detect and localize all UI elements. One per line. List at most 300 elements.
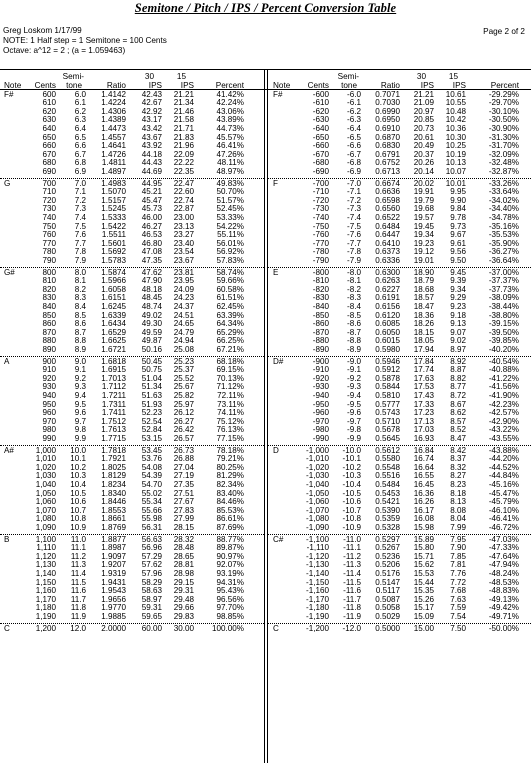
right-cell-cents: -750 (312, 221, 329, 231)
right-cell-semitone: -9.7 (347, 416, 361, 426)
right-cell-cents: -760 (312, 230, 329, 240)
left-cell-ratio: 1.7211 (101, 391, 126, 400)
left-cell-ips30: 50.45 (141, 356, 162, 366)
right-cell-ratio: 0.5710 (375, 416, 400, 426)
left-cell-ips15: 23.27 (173, 230, 194, 240)
right-cell-ips15: 10.01 (445, 178, 466, 188)
right-cell-semitone: -8.9 (347, 345, 361, 354)
left-cell-ips30: 54.70 (141, 480, 162, 489)
left-cell-ips30: 48.74 (141, 302, 162, 311)
left-cell-ips30: 55.02 (141, 488, 162, 498)
left-cell-semitone: 11.8 (70, 603, 86, 613)
right-cell-ips15: 9.34 (450, 284, 466, 294)
left-cell-percent: 71.12% (216, 382, 244, 392)
right-cell-semitone: -9.9 (347, 434, 361, 443)
left-cell-semitone: 10.7 (70, 505, 86, 515)
left-cell-cents: 650 (42, 132, 56, 142)
right-cell-cents: -880 (312, 336, 329, 346)
left-cell-semitone: 7.9 (74, 256, 86, 265)
right-cell-note: E (273, 267, 279, 277)
right-cell-percent: -38.09% (488, 293, 519, 303)
left-cell-ips30: 51.93 (141, 399, 162, 409)
right-cell-percent: -48.83% (488, 586, 519, 596)
right-cell-ratio: 0.6830 (375, 141, 400, 151)
right-cell-semitone: -6.5 (347, 132, 361, 142)
right-cell-percent: -32.48% (488, 158, 519, 168)
right-cell-percent: -45.47% (488, 488, 519, 498)
right-cell-semitone: -11.9 (343, 612, 361, 621)
right-cell-ips15: 8.82 (450, 373, 466, 383)
left-cell-ratio: 2.0000 (101, 623, 126, 633)
left-cell-ratio: 1.5783 (101, 256, 126, 265)
left-cell-percent: 97.70% (216, 603, 244, 613)
right-cell-percent: -45.79% (488, 497, 519, 507)
right-cell-ratio: 0.6674 (375, 178, 400, 188)
left-cell-ratio: 1.8553 (101, 505, 126, 515)
left-cell-semitone: 11.7 (70, 594, 86, 604)
left-cell-ips30: 54.08 (141, 462, 162, 472)
right-cell-note: D (273, 445, 279, 455)
left-cell-ratio: 1.6625 (101, 336, 126, 346)
right-cell-ips15: 8.47 (450, 434, 466, 443)
right-cell-ratio: 0.5912 (375, 365, 400, 375)
left-header-bottom.ips30: IPS (148, 81, 162, 90)
right-cell-ips30: 17.94 (413, 345, 434, 354)
right-cell-cents: -820 (312, 284, 329, 294)
right-cell-percent: -36.64% (488, 256, 519, 265)
left-cell-ips30: 56.63 (141, 534, 162, 544)
right-cell-percent: -46.72% (488, 523, 519, 532)
left-cell-percent: 75.12% (216, 416, 244, 426)
left-cell-ips30: 58.63 (141, 586, 162, 596)
left-cell-percent: 52.45% (216, 204, 244, 214)
left-cell-ips15: 30.00 (173, 623, 194, 633)
right-table-row (0, 524, 531, 533)
right-cell-semitone: -7.4 (347, 213, 361, 222)
right-cell-ips15: 9.29 (450, 293, 466, 303)
right-cell-semitone: -12.0 (342, 623, 361, 633)
right-cell-ratio: 0.5580 (375, 454, 400, 464)
right-cell-cents: -900 (312, 356, 329, 366)
left-cell-ips30: 49.59 (141, 327, 162, 337)
right-cell-ratio: 0.6713 (375, 167, 400, 176)
left-cell-ips15: 27.35 (173, 480, 194, 489)
right-cell-cents: -940 (312, 391, 329, 400)
left-cell-semitone: 11.1 (70, 543, 86, 553)
left-cell-semitone: 9.5 (74, 399, 86, 409)
left-cell-percent: 100.00% (212, 623, 244, 633)
right-cell-ips30: 15.09 (413, 612, 434, 621)
left-cell-ips30: 52.84 (141, 425, 162, 435)
right-cell-percent: -41.90% (488, 391, 519, 400)
right-cell-ips30: 18.26 (413, 319, 434, 329)
left-cell-percent: 73.11% (217, 399, 244, 409)
left-cell-cents: 980 (42, 425, 56, 435)
right-cell-ratio: 0.5516 (375, 471, 400, 481)
right-cell-semitone: -8.4 (347, 302, 361, 311)
right-cell-ips30: 17.13 (413, 416, 434, 426)
left-cell-ips15: 25.67 (173, 382, 194, 392)
left-cell-ips15: 24.65 (173, 319, 194, 329)
left-cell-ips30: 52.23 (141, 408, 162, 418)
left-cell-cents: 1,200 (35, 623, 56, 633)
right-header-top.ips30: 30 (416, 72, 426, 81)
left-cell-ips30: 52.54 (141, 416, 162, 426)
right-cell-ips30: 17.53 (413, 382, 434, 392)
left-cell-percent: 49.83% (216, 178, 244, 188)
left-cell-semitone: 8.8 (74, 336, 86, 346)
left-cell-semitone: 6.8 (74, 158, 86, 168)
right-cell-percent: -39.15% (488, 319, 519, 329)
left-cell-percent: 46.41% (216, 141, 244, 151)
right-cell-ips30: 18.36 (413, 310, 434, 320)
right-cell-semitone: -9.6 (347, 408, 361, 418)
right-cell-ips30: 15.80 (413, 543, 434, 553)
right-cell-ips15: 9.39 (450, 276, 466, 286)
right-cell-ips30: 15.17 (413, 603, 434, 613)
left-cell-cents: 840 (42, 302, 56, 311)
right-cell-semitone: -11.4 (343, 569, 361, 578)
left-cell-semitone: 6.7 (74, 149, 86, 159)
right-cell-semitone: -7.7 (347, 238, 361, 248)
right-cell-cents: -710 (312, 187, 329, 197)
right-cell-ips30: 19.12 (413, 247, 434, 257)
left-cell-ips15: 24.09 (173, 284, 194, 294)
left-header-bottom.note: Note (4, 81, 22, 90)
left-cell-ips15: 26.12 (173, 408, 194, 418)
right-cell-ips15: 7.76 (450, 569, 466, 578)
author-line: Greg Loskom 1/17/99 (3, 26, 82, 35)
left-cell-ips15: 29.15 (173, 577, 194, 587)
left-cell-semitone: 10.6 (70, 497, 86, 507)
left-cell-ratio: 1.9543 (101, 586, 126, 596)
right-cell-percent: -38.44% (488, 302, 519, 311)
right-cell-ratio: 0.6263 (375, 276, 400, 286)
right-cell-cents: -1,080 (306, 514, 329, 524)
right-cell-semitone: -10.0 (342, 445, 361, 455)
octave-line: Octave: a^12 = 2 ; (a = 1.059463) (3, 46, 126, 55)
left-cell-ratio: 1.6529 (101, 327, 126, 337)
left-cell-ratio: 1.5511 (101, 230, 126, 240)
left-cell-ips30: 44.69 (141, 167, 162, 176)
left-cell-cents: 1,100 (35, 534, 56, 544)
left-cell-cents: 760 (42, 230, 56, 240)
right-cell-ips30: 15.00 (413, 623, 434, 633)
left-cell-ratio: 1.4224 (101, 98, 126, 108)
right-cell-cents: -870 (312, 327, 329, 337)
left-cell-semitone: 9.1 (74, 365, 86, 375)
left-cell-ips30: 60.00 (141, 623, 162, 633)
right-cell-ips15: 9.73 (450, 221, 466, 231)
right-cell-cents: -910 (312, 365, 329, 375)
left-cell-ips30: 45.47 (141, 195, 162, 205)
right-cell-ips30: 17.43 (413, 391, 434, 400)
right-cell-percent: -41.56% (488, 382, 519, 392)
left-cell-semitone: 6.2 (74, 106, 86, 116)
right-cell-cents: -960 (312, 408, 329, 418)
right-cell-ips30: 17.03 (413, 425, 434, 435)
left-cell-ratio: 1.4389 (101, 115, 126, 125)
left-cell-cents: 1,060 (35, 497, 56, 507)
left-cell-ips30: 50.75 (141, 365, 162, 375)
right-cell-ips30: 17.63 (413, 373, 434, 383)
right-cell-ips30: 16.36 (413, 488, 434, 498)
right-cell-semitone: -6.0 (347, 89, 361, 99)
left-cell-percent: 57.83% (216, 256, 244, 265)
left-cell-percent: 44.73% (216, 124, 244, 133)
left-cell-percent: 48.11% (217, 158, 244, 168)
right-cell-percent: -46.41% (488, 514, 519, 524)
right-cell-cents: -1,050 (306, 488, 329, 498)
right-cell-ips15: 9.23 (450, 302, 466, 311)
left-cell-semitone: 10.1 (70, 454, 86, 464)
right-cell-note: F# (273, 89, 283, 99)
left-cell-ips15: 21.83 (173, 132, 194, 142)
left-cell-ips15: 28.81 (173, 560, 194, 570)
right-cell-ips30: 18.57 (413, 293, 434, 303)
left-cell-ratio: 1.5422 (101, 221, 126, 231)
right-cell-cents: -680 (312, 158, 329, 168)
left-cell-ratio: 1.7715 (101, 434, 126, 443)
right-cell-ips15: 10.07 (445, 167, 466, 176)
right-cell-ips15: 7.50 (450, 623, 466, 633)
right-cell-ips15: 9.07 (450, 327, 466, 337)
right-cell-cents: -1,150 (306, 577, 329, 587)
right-cell-cents: -770 (312, 238, 329, 248)
left-cell-semitone: 10.3 (70, 471, 86, 481)
right-cell-ratio: 0.6522 (375, 213, 400, 222)
left-cell-ratio: 1.7112 (101, 382, 126, 392)
right-cell-cents: -970 (312, 416, 329, 426)
left-cell-ratio: 1.4897 (101, 167, 126, 176)
right-cell-semitone: -6.4 (347, 124, 361, 133)
left-cell-semitone: 10.8 (70, 514, 86, 524)
right-table-row (0, 346, 531, 355)
right-cell-cents: -800 (312, 267, 329, 277)
left-cell-ratio: 1.5692 (101, 247, 126, 257)
right-cell-cents: -980 (312, 425, 329, 435)
left-cell-ips15: 21.21 (173, 89, 194, 99)
left-cell-percent: 43.06% (216, 106, 244, 116)
right-cell-ratio: 0.5946 (375, 356, 400, 366)
right-cell-ips15: 8.18 (450, 488, 466, 498)
right-cell-cents: -1,010 (306, 454, 329, 464)
left-cell-cents: 1,080 (35, 514, 56, 524)
right-cell-percent: -37.37% (488, 276, 519, 286)
left-cell-ratio: 1.7921 (101, 454, 126, 464)
right-cell-semitone: -10.4 (342, 480, 361, 489)
left-cell-ips15: 22.74 (173, 195, 194, 205)
left-cell-ips15: 25.37 (173, 365, 194, 375)
right-cell-ips30: 21.21 (413, 89, 434, 99)
left-cell-note: B (4, 534, 10, 544)
right-cell-ratio: 0.7030 (375, 98, 400, 108)
left-cell-ips15: 28.15 (173, 523, 194, 532)
right-cell-cents: -1,000 (306, 445, 329, 455)
left-cell-ratio: 1.5245 (101, 204, 126, 214)
left-cell-cents: 740 (42, 213, 56, 222)
page-title: Semitone / Pitch / IPS / Percent Conversion Table (134, 1, 397, 15)
right-cell-semitone: -6.9 (347, 167, 361, 176)
left-cell-ips30: 55.66 (141, 505, 162, 515)
left-cell-ips15: 21.71 (173, 124, 194, 133)
right-cell-ips15: 7.63 (450, 594, 466, 604)
right-cell-semitone: -10.2 (342, 462, 361, 472)
right-cell-semitone: -6.1 (347, 98, 361, 108)
right-cell-ratio: 0.5147 (375, 577, 400, 587)
right-cell-cents: -730 (312, 204, 329, 214)
left-cell-semitone: 11.5 (70, 577, 86, 587)
right-cell-semitone: -11.7 (343, 594, 361, 604)
left-cell-semitone: 9.2 (74, 373, 86, 383)
left-cell-ips15: 23.95 (173, 276, 194, 286)
left-cell-ratio: 1.6058 (101, 284, 126, 294)
left-cell-note: A (4, 356, 10, 366)
right-cell-percent: -49.13% (488, 594, 519, 604)
left-cell-cents: 1,070 (35, 505, 56, 515)
left-cell-cents: 720 (42, 195, 56, 205)
left-cell-percent: 98.85% (216, 612, 244, 621)
left-cell-percent: 86.61% (216, 514, 244, 524)
right-cell-ips15: 9.50 (450, 256, 466, 265)
right-cell-semitone: -11.1 (343, 543, 361, 553)
left-cell-ips30: 53.15 (141, 434, 162, 443)
right-cell-note: C# (273, 534, 284, 544)
left-cell-ips30: 47.08 (141, 247, 162, 257)
left-cell-note: F# (4, 89, 14, 99)
right-cell-cents: -670 (312, 149, 329, 159)
right-cell-ratio: 0.5297 (375, 534, 400, 544)
right-cell-ratio: 0.6598 (375, 195, 400, 205)
right-cell-ips30: 16.08 (413, 514, 434, 524)
right-cell-ips30: 20.37 (413, 149, 434, 159)
left-cell-percent: 68.18% (216, 356, 244, 366)
left-cell-ips30: 58.97 (141, 594, 162, 604)
right-cell-percent: -35.53% (488, 230, 519, 240)
right-cell-ips30: 15.53 (413, 569, 434, 578)
right-table-row (0, 168, 531, 177)
right-cell-semitone: -10.8 (342, 514, 361, 524)
right-cell-percent: -40.54% (488, 356, 519, 366)
left-header-top.ips30: 30 (144, 72, 154, 81)
right-cell-semitone: -9.4 (347, 391, 361, 400)
right-cell-ratio: 0.6791 (375, 149, 400, 159)
right-cell-cents: -990 (312, 434, 329, 443)
right-cell-cents: -620 (312, 106, 329, 116)
right-cell-percent: -41.22% (488, 373, 519, 383)
right-cell-percent: -29.29% (488, 89, 519, 99)
left-cell-semitone: 12.0 (70, 623, 86, 633)
left-cell-ratio: 1.7013 (101, 373, 126, 383)
left-cell-cents: 810 (42, 276, 56, 286)
right-cell-ips15: 10.36 (445, 124, 466, 133)
left-cell-ratio: 1.8769 (101, 523, 126, 532)
right-cell-ips30: 17.84 (413, 356, 434, 366)
left-cell-semitone: 9.4 (74, 391, 86, 400)
right-cell-ips15: 7.99 (450, 523, 466, 532)
right-cell-ratio: 0.5267 (375, 543, 400, 553)
left-cell-cents: 680 (42, 158, 56, 168)
left-cell-cents: 1,020 (35, 462, 56, 472)
right-cell-cents: -930 (312, 382, 329, 392)
left-cell-ips15: 22.47 (173, 178, 194, 188)
right-cell-semitone: -11.8 (343, 603, 361, 613)
right-cell-ratio: 0.5453 (375, 488, 400, 498)
left-cell-ips15: 27.67 (173, 497, 194, 507)
left-cell-cents: 1,150 (35, 577, 56, 587)
right-cell-semitone: -10.7 (342, 505, 361, 515)
right-cell-cents: -700 (312, 178, 329, 188)
left-cell-ips15: 27.83 (173, 505, 194, 515)
right-cell-ips30: 21.09 (413, 98, 434, 108)
right-cell-semitone: -9.8 (347, 425, 361, 435)
right-cell-semitone: -7.6 (347, 230, 361, 240)
right-cell-ips15: 8.37 (450, 454, 466, 464)
right-cell-ips30: 17.33 (413, 399, 434, 409)
right-cell-cents: -630 (312, 115, 329, 125)
note-line: NOTE: 1 Half step = 1 Semitone = 100 Cents (3, 36, 167, 45)
right-cell-cents: -1,020 (306, 462, 329, 472)
right-cell-note: D# (273, 356, 284, 366)
right-cell-cents: -1,030 (306, 471, 329, 481)
left-cell-cents: 970 (42, 416, 56, 426)
left-cell-semitone: 8.9 (74, 345, 86, 354)
left-cell-ips30: 43.42 (141, 124, 162, 133)
left-cell-semitone: 6.1 (74, 98, 86, 108)
left-cell-cents: 640 (42, 124, 56, 133)
right-cell-ratio: 0.6447 (375, 230, 400, 240)
left-cell-ips15: 21.34 (173, 98, 194, 108)
left-cell-ratio: 1.8987 (101, 543, 126, 553)
right-cell-ips30: 18.68 (413, 284, 434, 294)
right-cell-ips15: 7.85 (450, 551, 466, 561)
left-cell-ips15: 22.87 (173, 204, 194, 214)
left-cell-semitone: 9.0 (74, 356, 86, 366)
right-cell-ips15: 9.02 (450, 336, 466, 346)
left-cell-ips30: 44.18 (141, 149, 162, 159)
right-cell-ratio: 0.6300 (375, 267, 400, 277)
left-cell-cents: 1,170 (35, 594, 56, 604)
left-cell-ips30: 53.45 (141, 445, 162, 455)
left-cell-ratio: 1.8129 (101, 471, 126, 481)
left-cell-percent: 81.29% (216, 471, 244, 481)
right-cell-percent: -47.64% (488, 551, 519, 561)
right-cell-ips15: 7.72 (450, 577, 466, 587)
right-cell-cents: -1,060 (306, 497, 329, 507)
right-cell-cents: -600 (312, 89, 329, 99)
left-cell-ratio: 1.6434 (101, 319, 126, 329)
left-cell-cents: 790 (42, 256, 56, 265)
right-cell-ratio: 0.6373 (375, 247, 400, 257)
right-cell-percent: -34.02% (488, 195, 519, 205)
left-cell-cents: 960 (42, 408, 56, 418)
right-cell-percent: -34.40% (488, 204, 519, 214)
left-cell-ratio: 1.4142 (101, 89, 126, 99)
right-cell-ips15: 9.18 (450, 310, 466, 320)
right-header-top.ips15: 15 (448, 72, 458, 81)
left-cell-percent: 88.77% (216, 534, 244, 544)
right-header-bottom.percent: Percent (490, 81, 519, 90)
right-cell-ips30: 20.85 (413, 115, 434, 125)
left-cell-ratio: 1.8661 (101, 514, 126, 524)
left-cell-semitone: 6.5 (74, 132, 86, 142)
right-table-row (0, 613, 531, 622)
right-cell-ips30: 20.02 (413, 178, 434, 188)
right-cell-ips15: 8.67 (450, 399, 466, 409)
right-cell-percent: -49.42% (488, 603, 519, 613)
right-table-row (0, 257, 531, 266)
right-cell-semitone: -8.1 (347, 276, 361, 286)
